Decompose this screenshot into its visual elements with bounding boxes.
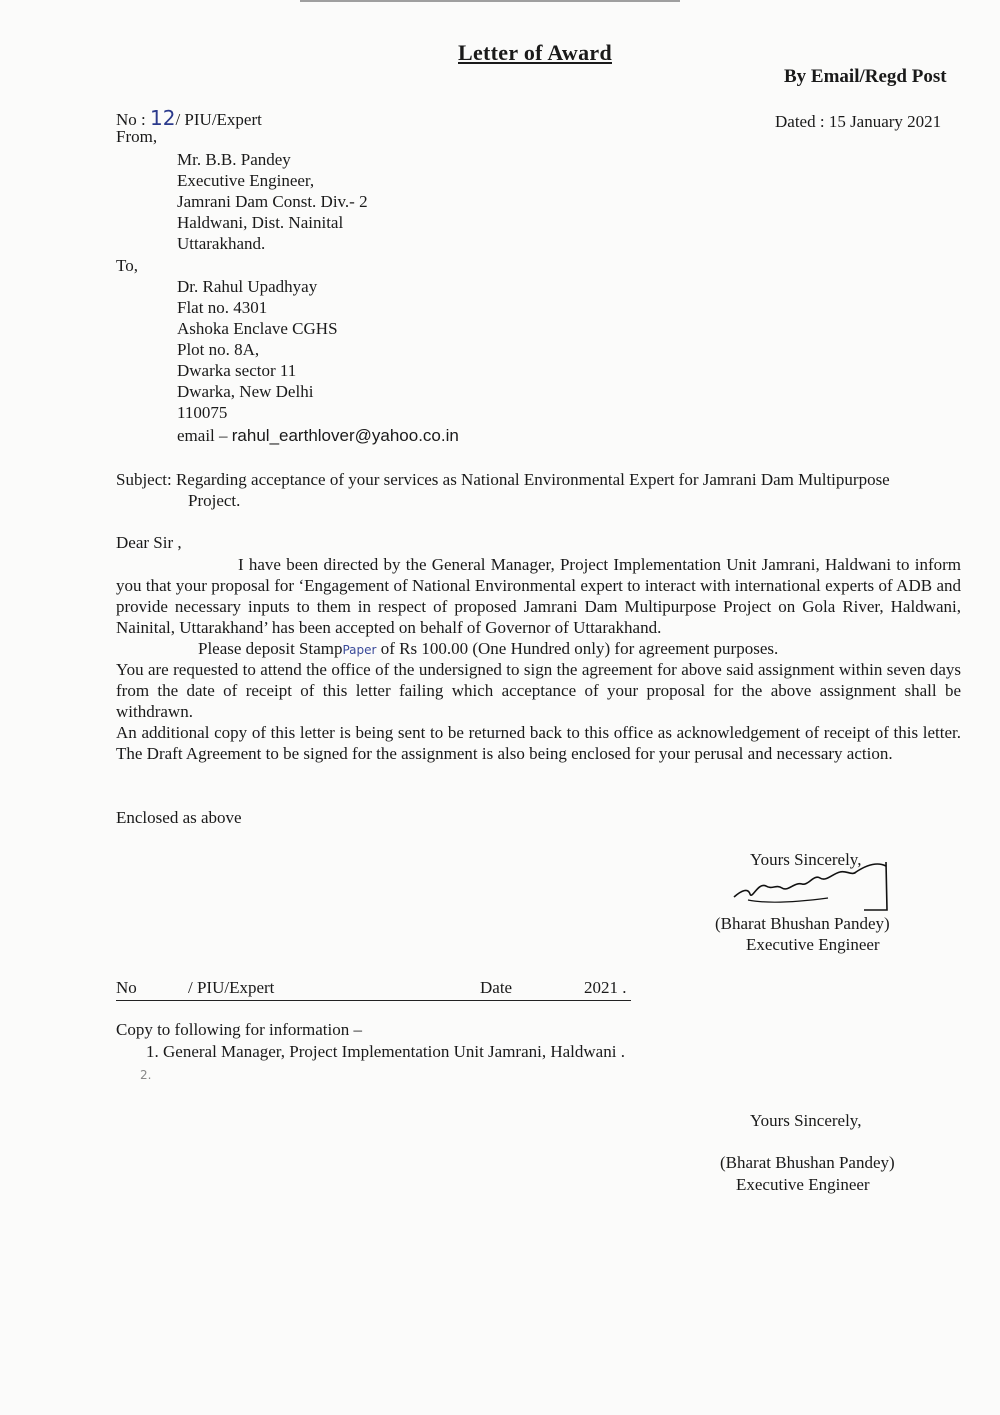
- ref-suffix: / PIU/Expert: [175, 110, 262, 129]
- copy-to-heading: Copy to following for information –: [116, 1020, 363, 1039]
- signatory-name-1: (Bharat Bhushan Pandey): [715, 914, 890, 933]
- ref-prefix: No :: [116, 110, 150, 129]
- letter-date: Dated : 15 January 2021: [775, 112, 942, 131]
- enclosure-note: Enclosed as above: [116, 808, 242, 827]
- to-label: To,: [116, 256, 138, 275]
- copy-to-mark: 2.: [140, 1068, 152, 1082]
- copy-reference-line: [116, 978, 631, 1001]
- copy-year: 2021 .: [584, 978, 627, 997]
- signatory-designation-1: Executive Engineer: [746, 935, 880, 954]
- subject-line-2: Project.: [188, 491, 241, 510]
- paragraph-4: An additional copy of this letter is being sent to be returned back to this office as acknowledgement of receipt of this letter. The Draft Agreement to be signed for the assignment is also being enclosed for your perusal and necessary action.: [116, 723, 961, 763]
- signatory-name-2: (Bharat Bhushan Pandey): [720, 1153, 895, 1172]
- recipient-email: rahul_earthlover@yahoo.co.in: [231, 426, 459, 445]
- copy-to-item-1: 1. General Manager, Project Implementation Unit Jamrani, Haldwani .: [146, 1042, 625, 1061]
- paragraph-1: I have been directed by the General Manager, Project Implementation Unit Jamrani, Haldwani to inform you that your proposal for ‘Engagement of National Environmental expert to interact with international experts of ADB and provide necessary inputs to them in respect of proposed Jamrani Dam Multipurpose Project on Gola River, Haldwani, Nainital, Uttarakhand’ has been accepted on behalf of Governor of Uttarakhand.: [116, 555, 961, 637]
- copy-piu-label: / PIU/Expert: [188, 978, 275, 997]
- p2-handwritten-word: Paper: [342, 643, 377, 657]
- subject-line-1: Subject: Regarding acceptance of your services as National Environmental Expert for Jamrani Dam Multipurpose: [116, 470, 890, 489]
- handwritten-signature: [728, 852, 898, 914]
- copy-no-label: No: [116, 978, 137, 997]
- paragraph-2: [116, 638, 961, 661]
- salutation: Dear Sir ,: [116, 533, 182, 552]
- top-border-line: [300, 0, 680, 2]
- email-prefix: email –: [177, 426, 232, 445]
- letter-title: Letter of Award: [458, 40, 612, 65]
- subject: [116, 469, 961, 511]
- closing-2: Yours Sincerely,: [750, 1111, 862, 1130]
- p2-end: of Rs 100.00 (One Hundred only) for agreement purposes.: [376, 639, 779, 658]
- sender-address: Mr. B.B. Pandey Executive Engineer, Jamrani Dam Const. Div.- 2 Haldwani, Dist. Nainital Uttarakhand.: [177, 150, 368, 253]
- p2-start: Please deposit Stamp: [198, 639, 343, 658]
- copy-date-label: Date: [480, 978, 513, 997]
- recipient-email-line: [177, 426, 459, 446]
- paragraph-3: You are requested to attend the office of the undersigned to sign the agreement for above said assignment within seven days from the date of receipt of this letter failing which acceptance of your proposal for the above assignment shall be withdrawn.: [116, 660, 961, 721]
- signatory-designation-2: Executive Engineer: [736, 1175, 870, 1194]
- recipient-address: Dr. Rahul Upadhyay Flat no. 4301 Ashoka Enclave CGHS Plot no. 8A, Dwarka sector 11 Dwarka, New Delhi 110075: [177, 277, 338, 422]
- ref-number-handwritten: 12: [150, 106, 176, 130]
- closing-1: Yours Sincerely,: [750, 850, 862, 869]
- from-label: From,: [116, 127, 158, 146]
- delivery-method: By Email/Regd Post: [784, 66, 947, 87]
